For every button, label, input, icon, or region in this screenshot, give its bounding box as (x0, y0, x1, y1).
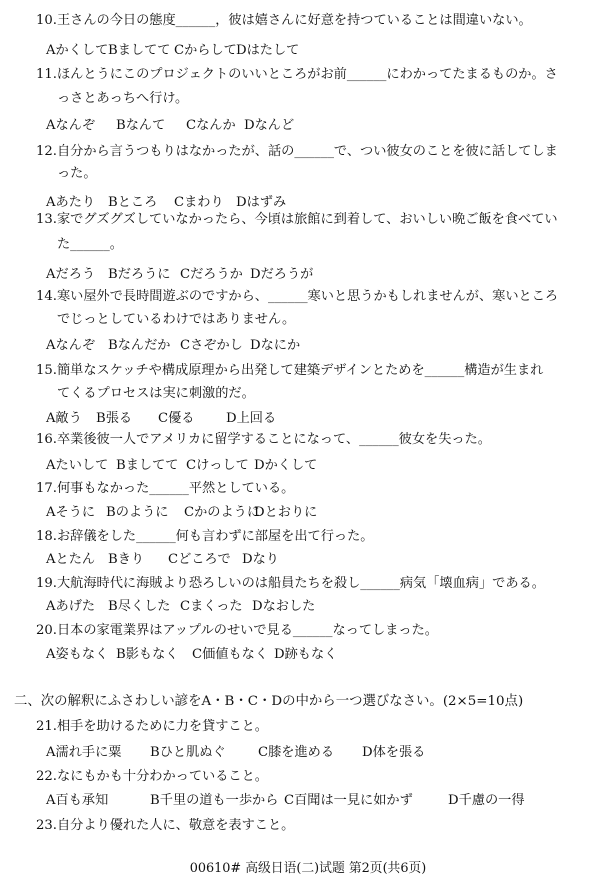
question-text: 大航海時代に海賊より恐ろしいのは船員たちを殺し______病気「壊血病」である。 (56, 576, 545, 591)
option-choice: C膝を進める (258, 745, 335, 760)
question-stem (36, 143, 558, 161)
question-stem (36, 211, 558, 229)
number-separator: . (52, 363, 57, 378)
question-number: 21 (36, 719, 53, 734)
option-choice: C優る (158, 411, 195, 426)
number-separator: . (52, 818, 57, 833)
option-choice: Dだろうが (250, 267, 314, 282)
number-separator: . (52, 576, 57, 591)
question-number: 23 (36, 818, 53, 833)
question-number: 22 (36, 769, 53, 784)
option-choice: D体を張る (362, 745, 426, 760)
number-separator: . (52, 13, 57, 28)
option-choice: Dなんど (244, 118, 295, 133)
option-choice: Dとおりに (254, 505, 318, 520)
question-text: 卒業後彼一人でアメリカに留学することになって、______彼女を失った。 (56, 432, 491, 447)
option-choice: Dはずみ (236, 195, 287, 210)
option-choice: B影もなく (116, 647, 179, 662)
question-stem-continued (57, 90, 188, 108)
option-choice: Cけっして (186, 458, 249, 473)
question-stem (36, 66, 558, 84)
option-choice: Dはたして (236, 43, 300, 58)
option-choice: D上回る (226, 411, 277, 426)
option-choice: A姿もなく (46, 647, 109, 662)
number-separator: . (52, 289, 57, 304)
option-choice: Aとたん (46, 552, 96, 567)
option-choice: D跡もなく (274, 647, 338, 662)
number-separator: . (52, 432, 57, 447)
question-stem (36, 362, 543, 380)
question-stem-continued (57, 311, 295, 329)
question-text: った。 (57, 166, 97, 181)
question-number: 15 (36, 363, 53, 378)
question-number: 18 (36, 529, 53, 544)
question-text: でじっとしているわけではありません。 (57, 312, 296, 327)
question-text: 日本の家電業界はアップルのせいで見る______なってしまった。 (56, 623, 438, 638)
option-choice: C百聞は一見に如かず (284, 793, 413, 808)
question-text: 簡単なスケッチや構成原理から出発して建築デザインとためを______構造が生まれ (56, 363, 544, 378)
option-choice: B千里の道も一歩から (150, 793, 279, 808)
question-number: 14 (36, 289, 53, 304)
question-number: 12 (36, 144, 53, 159)
option-choice: Aなんぞ (46, 338, 96, 353)
option-choice: Cだろうか (180, 267, 243, 282)
question-stem (36, 528, 373, 546)
question-text: っさとあっちへ行け。 (57, 91, 189, 106)
number-separator: . (52, 719, 57, 734)
question-number: 20 (36, 623, 53, 638)
option-choice: Cまわり (174, 195, 224, 210)
question-text: 王さんの今日の態度______，彼は嬉さんに好意を持つていることは間違いない。 (56, 13, 532, 28)
question-stem (36, 718, 268, 736)
question-text: 自分より優れた人に、敬意を表すこと。 (56, 818, 295, 833)
question-text: 相手を助けるために力を貸すこと。 (56, 719, 268, 734)
question-stem (36, 622, 438, 640)
option-choice: Dなり (242, 552, 279, 567)
number-separator: . (52, 67, 57, 82)
question-number: 13 (36, 212, 53, 227)
question-number: 19 (36, 576, 53, 591)
question-stem (36, 288, 558, 306)
option-choice: Aたいして (46, 458, 109, 473)
section-heading-text: 二、次の解釈にふさわしい諺をA・B・C・Dの中から一つ選びなさい。(2×5=10点) (14, 694, 524, 709)
footer-text: 00610# 高级日语(二)试题 第2页(共6页) (189, 861, 427, 876)
option-choice: A濡れ手に粟 (46, 745, 122, 760)
question-number: 10 (36, 13, 53, 28)
question-stem (36, 768, 268, 786)
question-text: 自分から言うつもりはなかったが、話の______で、つい彼女のことを彼に話してしま (56, 144, 558, 159)
question-text: 寒い屋外で長時間遊ぶのですから、______寒いと思うかもしれませんが、寒いところ (56, 289, 559, 304)
option-choice: Aあたり (46, 195, 96, 210)
option-choice: Bなんだか (108, 338, 171, 353)
option-choice: A敵う (46, 411, 82, 426)
option-choice: Aだろう (46, 267, 96, 282)
option-choice: Bきり (108, 552, 145, 567)
option-choice: Bましてて (116, 458, 179, 473)
number-separator: . (52, 769, 57, 784)
question-text: ほんとうにこのプロジェクトのいいところがお前______にわかってたまるものか。さ (56, 67, 558, 82)
option-choice: Aなんぞ (46, 118, 96, 133)
question-stem-continued (57, 385, 255, 403)
option-choice: Cなんか (186, 118, 236, 133)
option-choice: Dなおした (252, 599, 316, 614)
question-number: 11 (36, 67, 53, 82)
number-separator: . (52, 481, 57, 496)
section-heading (14, 693, 523, 711)
question-stem-continued (57, 236, 123, 254)
question-number: 17 (36, 481, 53, 496)
question-stem (36, 817, 294, 835)
option-choice: D千慮の一得 (448, 793, 525, 808)
question-stem-continued (57, 165, 97, 183)
option-choice: Aそうに (46, 505, 96, 520)
question-text: お辞儀をした______何も言わずに部屋を出て行った。 (56, 529, 374, 544)
option-choice: Cかのように (184, 505, 261, 520)
question-text: てくるプロセスは実に刺激的だ。 (57, 386, 255, 401)
option-choice: Bだろうに (108, 267, 171, 282)
option-choice: Cまくった (180, 599, 243, 614)
option-choice: Bところ (108, 195, 158, 210)
option-choice: Dかくして (254, 458, 318, 473)
option-choice: B尽くした (108, 599, 171, 614)
question-text: た______。 (57, 237, 123, 252)
option-choice: Bひと肌ぬぐ (150, 745, 226, 760)
number-separator: . (52, 144, 57, 159)
option-choice: Aあげた (46, 599, 96, 614)
page-footer (0, 860, 616, 878)
option-choice: C価値もなく (192, 647, 269, 662)
question-stem (36, 575, 545, 593)
option-choice: Cからして (174, 43, 237, 58)
question-stem (36, 431, 491, 449)
question-text: 何事もなかった______平然としている。 (56, 481, 295, 496)
option-choice: B張る (96, 411, 133, 426)
number-separator: . (52, 529, 57, 544)
question-text: 家でグズグズしていなかったら、今頃は旅館に到着して、おいしい晩ご飯を食べてい (56, 212, 558, 227)
question-stem (36, 12, 532, 30)
option-choice: Aかくして (46, 43, 109, 58)
option-choice: Dなにか (250, 338, 301, 353)
option-choice: Cさぞかし (180, 338, 243, 353)
option-choice: A百も承知 (46, 793, 109, 808)
question-stem (36, 480, 294, 498)
question-text: なにもかも十分わかっていること。 (56, 769, 268, 784)
number-separator: . (52, 623, 57, 638)
option-choice: Bのように (106, 505, 169, 520)
number-separator: . (52, 212, 57, 227)
question-number: 16 (36, 432, 53, 447)
option-choice: Bましてて (108, 43, 171, 58)
option-choice: Cどころで (168, 552, 231, 567)
option-choice: Bなんて (116, 118, 166, 133)
